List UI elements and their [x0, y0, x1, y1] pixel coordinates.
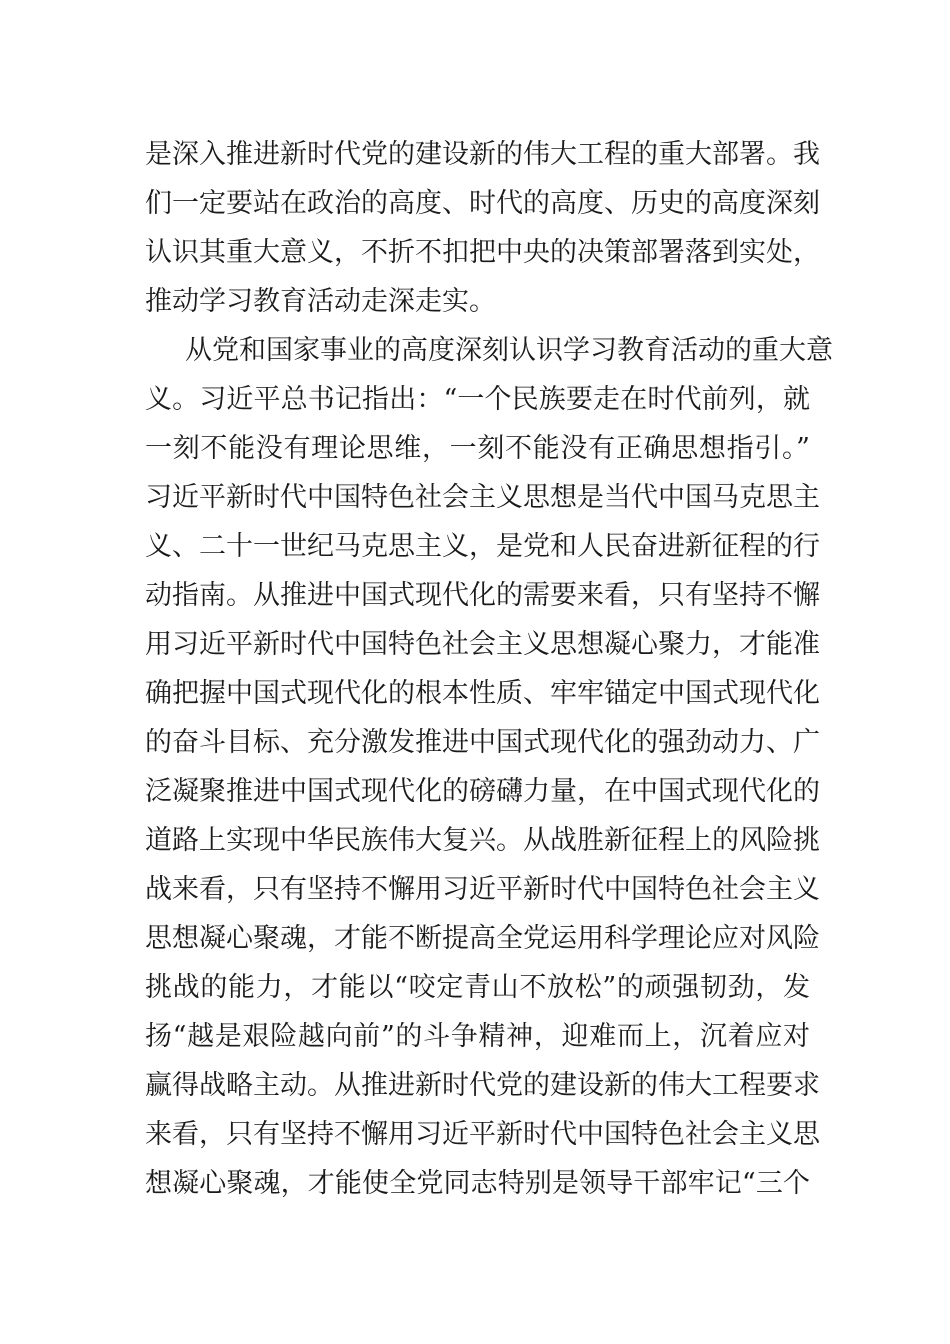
text-line: 战来看，只有坚持不懈用习近平新时代中国特色社会主义 — [145, 874, 820, 905]
text-line: 习近平新时代中国特色社会主义思想是当代中国马克思主 — [145, 482, 820, 513]
text-line: 一刻不能没有理论思维，一刻不能没有正确思想指引。” — [145, 433, 810, 464]
text-line: 思想凝心聚魂，才能不断提高全党运用科学理论应对风险 — [145, 923, 820, 954]
text-line: 想凝心聚魂，才能使全党同志特别是领导干部牢记“三个 — [145, 1168, 810, 1199]
text-line: 扬“越是艰险越向前”的斗争精神，迎难而上，沉着应对 — [145, 1021, 810, 1052]
text-line: 是深入推进新时代党的建设新的伟大工程的重大部署。我 — [145, 139, 820, 170]
text-line: 泛凝聚推进中国式现代化的磅礴力量，在中国式现代化的 — [145, 776, 820, 807]
text-line: 从党和国家事业的高度深刻认识学习教育活动的重大意 — [185, 335, 833, 366]
text-line: 赢得战略主动。从推进新时代党的建设新的伟大工程要求 — [145, 1070, 820, 1101]
text-line: 确把握中国式现代化的根本性质、牢牢锚定中国式现代化 — [145, 678, 820, 709]
text-line: 来看，只有坚持不懈用习近平新时代中国特色社会主义思 — [145, 1119, 820, 1150]
paragraph-1 — [145, 130, 820, 326]
text-line: 挑战的能力，才能以“咬定青山不放松”的顽强韧劲，发 — [145, 972, 810, 1003]
text-line: 推动学习教育活动走深走实。 — [145, 286, 496, 317]
text-line: 道路上实现中华民族伟大复兴。从战胜新征程上的风险挑 — [145, 825, 820, 856]
text-line: 义。习近平总书记指出：“一个民族要走在时代前列，就 — [145, 384, 810, 415]
text-line: 的奋斗目标、充分激发推进中国式现代化的强劲动力、广 — [145, 727, 820, 758]
document-body — [145, 130, 833, 1208]
text-line: 义、二十一世纪马克思主义，是党和人民奋进新征程的行 — [145, 531, 820, 562]
text-line: 认识其重大意义，不折不扣把中央的决策部署落到实处， — [145, 237, 820, 268]
text-line: 用习近平新时代中国特色社会主义思想凝心聚力，才能准 — [145, 629, 820, 660]
text-line: 们一定要站在政治的高度、时代的高度、历史的高度深刻 — [145, 188, 820, 219]
text-line: 动指南。从推进中国式现代化的需要来看，只有坚持不懈 — [145, 580, 820, 611]
paragraph-2 — [145, 326, 833, 1208]
